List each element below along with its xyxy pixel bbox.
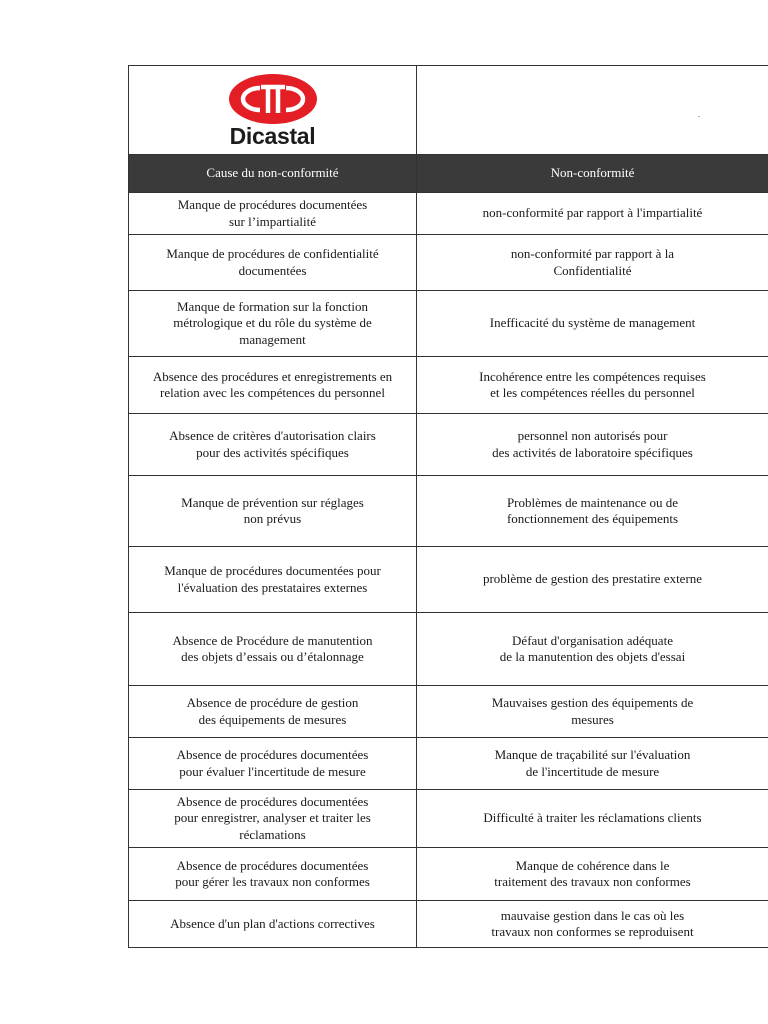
cause-cell-line: Manque de procédures de confidentialité: [166, 246, 379, 261]
cause-cell: [129, 476, 417, 547]
table-row: [129, 848, 768, 901]
nonconformity-cell: [417, 357, 768, 414]
cause-cell-line: métrologique et du rôle du système de: [173, 315, 372, 331]
cause-cell-line: des objets d’essais ou d’étalonnage: [181, 649, 364, 664]
nonconformity-cell: [417, 193, 768, 235]
table-row: [129, 738, 768, 790]
cause-cell-line: pour évaluer l'incertitude de mesure: [179, 763, 366, 779]
nonconformity-cell: [417, 901, 768, 948]
cause-cell-line: réclamations: [239, 826, 306, 842]
nonconformity-cell-line: non-conformité par rapport à l'impartialité: [482, 205, 703, 221]
logo-row: [129, 66, 768, 155]
nonconformity-cell-line: Incohérence entre les compétences requises: [479, 368, 706, 384]
nonconformity-cell-line: de l'incertitude de mesure: [525, 763, 660, 779]
table-row: [129, 476, 768, 547]
cause-cell-line: Absence de critères d'autorisation clairs: [169, 428, 376, 443]
nonconformity-cell-line: Manque de cohérence dans le: [515, 857, 670, 873]
cause-cell-line: management: [239, 331, 306, 347]
cause-cell-line: Absence de procédure de gestion: [186, 695, 359, 710]
nonconformity-cell: [417, 790, 768, 848]
nonconformity-cell: [417, 848, 768, 901]
nonconformity-cell: [417, 547, 768, 613]
cause-cell-line: Absence de Procédure de manutention: [172, 632, 373, 648]
citic-emblem-icon: [227, 73, 319, 125]
cause-cell: [129, 291, 417, 357]
cause-cell: [129, 790, 417, 848]
stray-mark: .: [698, 110, 700, 119]
nonconformity-cell-line: traitement des travaux non conformes: [494, 874, 691, 889]
nonconformity-cell-line: mauvaise gestion dans le cas où les: [500, 907, 685, 923]
nonconformity-cell-line: Inefficacité du système de management: [489, 315, 696, 331]
nonconformity-cell-line: mesures: [571, 711, 614, 727]
cause-cell-line: Absence de procédures documentées: [176, 857, 369, 873]
table-row: [129, 291, 768, 357]
cause-cell: [129, 357, 417, 414]
cause-cell-line: sur l’impartialité: [228, 213, 316, 229]
logo-cell: [129, 66, 417, 155]
cause-cell-line: non prévus: [243, 511, 302, 526]
logo-row-empty-cell: [417, 66, 768, 155]
nonconformity-cell-line: personnel non autorisés pour: [517, 428, 668, 443]
cause-cell: [129, 686, 417, 738]
nonconformity-cell: [417, 291, 768, 357]
nonconformity-cell-line: Confidentialité: [553, 262, 632, 278]
nonconformity-cell: [417, 235, 768, 291]
cause-cell: [129, 414, 417, 476]
cause-cell-line: Absence de procédures documentées: [176, 747, 369, 762]
nonconformity-cell-line: et les compétences réelles du personnel: [490, 385, 695, 400]
cause-cell: [129, 848, 417, 901]
table-row: [129, 193, 768, 235]
nonconformity-cell-line: Mauvaises gestion des équipements de: [491, 695, 694, 710]
nonconformity-cell-line: Manque de traçabilité sur l'évaluation: [494, 747, 691, 762]
cause-cell-line: des équipements de mesures: [198, 711, 347, 727]
nonconformity-cell-line: Problèmes de maintenance ou de: [506, 494, 679, 510]
table-row: [129, 613, 768, 686]
table-row: [129, 790, 768, 848]
cause-cell-line: Manque de formation sur la fonction: [177, 298, 368, 314]
column-header-nonconformity: Non-conformité: [417, 155, 768, 193]
cause-cell: [129, 547, 417, 613]
column-header-cause: Cause du non-conformité: [129, 155, 417, 193]
table-row: [129, 686, 768, 738]
table-row: [129, 901, 768, 948]
nonconformity-table: [128, 65, 768, 948]
cause-cell-line: Manque de procédures documentées: [177, 197, 368, 212]
nonconformity-cell: [417, 476, 768, 547]
cause-cell-line: Absence d'un plan d'actions correctives: [170, 915, 375, 931]
table-row: [129, 547, 768, 613]
nonconformity-cell-line: fonctionnement des équipements: [506, 511, 679, 526]
document-sheet: [128, 65, 768, 948]
nonconformity-cell: [417, 613, 768, 686]
cause-cell: [129, 193, 417, 235]
nonconformity-cell-line: des activités de laboratoire spécifiques: [492, 444, 693, 460]
cause-cell-line: pour gérer les travaux non conformes: [175, 874, 370, 889]
cause-cell-line: l'évaluation des prestataires externes: [177, 579, 368, 595]
cause-cell-line: pour des activités spécifiques: [196, 444, 349, 460]
cause-cell: [129, 235, 417, 291]
table-row: [129, 235, 768, 291]
nonconformity-cell: [417, 686, 768, 738]
table-body: [129, 193, 768, 948]
nonconformity-cell: [417, 738, 768, 790]
cause-cell-line: pour enregistrer, analyser et traiter les: [174, 810, 371, 826]
table-row: [129, 414, 768, 476]
cause-cell-line: Manque de prévention sur réglages: [181, 494, 364, 510]
nonconformity-cell-line: problème de gestion des prestatire externe: [482, 571, 703, 587]
header-row: [129, 155, 768, 193]
cause-cell-line: documentées: [238, 262, 307, 278]
nonconformity-cell: [417, 414, 768, 476]
cause-cell-line: relation avec les compétences du personnel: [160, 385, 385, 400]
cause-cell-line: Absence de procédures documentées: [176, 793, 369, 809]
cause-cell-line: Absence des procédures et enregistrements en: [152, 368, 393, 384]
nonconformity-cell-line: travaux non conformes se reproduisent: [491, 924, 694, 939]
nonconformity-cell-line: Difficulté à traiter les réclamations clients: [483, 810, 702, 826]
cause-cell-line: Manque de procédures documentées pour: [164, 563, 381, 578]
cause-cell: [129, 738, 417, 790]
cause-cell: [129, 901, 417, 948]
cause-cell: [129, 613, 417, 686]
nonconformity-cell-line: non-conformité par rapport à la: [510, 246, 675, 261]
table-row: [129, 357, 768, 414]
logo-wordmark: Dicastal: [229, 122, 316, 149]
dicastal-logo: [227, 73, 319, 148]
nonconformity-cell-line: Défaut d'organisation adéquate: [512, 632, 673, 648]
nonconformity-cell-line: de la manutention des objets d'essai: [499, 649, 686, 664]
